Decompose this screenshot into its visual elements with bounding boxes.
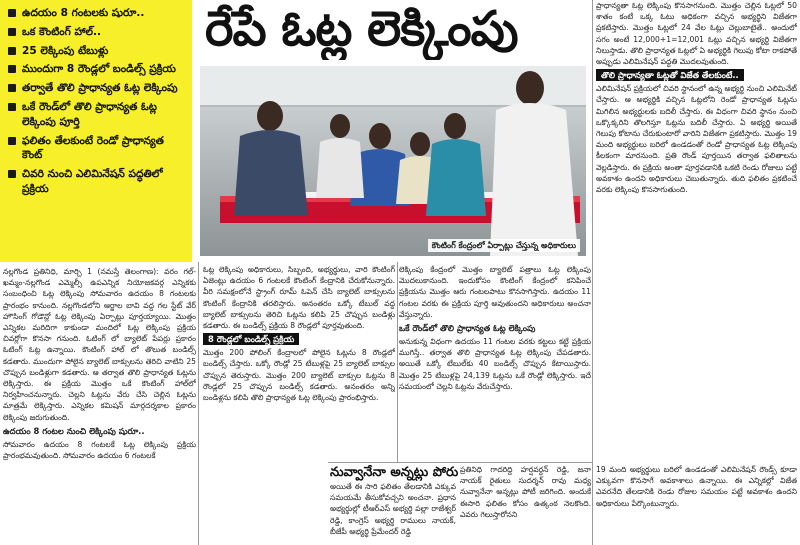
divider	[198, 262, 199, 545]
highlight-item: ఒకే రౌండ్‌లో తొలి ప్రాధాన్యత ఓట్ల లెక్కింపు పూర్తి	[8, 100, 186, 130]
story2-column-2: ప్రతినిధి గాదరిద్ది హర్షవర్ధన్ రెడ్డి, జనా నాయక్ రైతులు సుదర్శన్ రావు మధ్య నువ్వానేనా అన్నట్లు పోటీ జరిగింది. అందుకే ఈసారి ఫలితం కోసం ఉత్కంఠ నెలకొంది. ఎవరు గెలుస్తారోనని	[460, 465, 591, 519]
counting-hall-photo	[200, 66, 586, 256]
article-column-left	[3, 266, 196, 542]
highlight-item: ఫలితం తేలకుంటే రెండో ప్రాధాన్యత కౌంట్	[8, 134, 186, 164]
highlight-item: ముందుగా 8 రౌండ్లలో బండిల్స్ ప్రక్రియ	[8, 62, 186, 77]
story2-column-3: 19 మంది అభ్యర్థులు బరిలో ఉండడంతో ఎలిమినేషన్ రౌండ్స్ కూడా ఎక్కువగా కొనసాగే అవకాశాలు ఉన్నాయి. ఈ ఎన్నికల్లో విజేత ఎవరనేది తేలడానికి రెండు రోజుల సమయం పట్టే అవకాశం ఉందని అధికారులు పేర్కొంటున్నారు.	[596, 465, 797, 508]
bullet-icon	[8, 170, 16, 178]
highlight-item: 25 లెక్కింపు టేబుళ్లు	[8, 44, 186, 59]
subheading: తొలి ప్రాధాన్యతా ఓట్లతో విజేత తేలకుంటే..	[596, 69, 744, 81]
paragraph: మొత్తం 200 పోలింగ్ కేంద్రాలలో పోలైన ఓట్లను 8 రౌండ్లలో బండిల్స్ చేస్తారు. ఒక్కో రౌండ్లో 25 టేబుళ్లపై 25 బ్యాలెట్ బాక్సుల చొప్పున తెరుస్తారు. మొత్తం 200 బ్యాలెట్ బాక్సుల ఓట్లను 8 రౌండ్లలో 25 చొప్పున బండిల్స్ కడతారు. అనంతరం అన్ని బండిళ్లను కలిపి తొలి ప్రాధాన్యత ఓట్ల లెక్కింపు ప్రారంభిస్తారు.	[203, 348, 395, 403]
subheading: ఉదయం 8 గంటల నుంచి లెక్కింపు షురూ..	[3, 425, 145, 436]
paragraph: ఎలిమినేషన్ ప్రక్రియలో చివరి స్థానంలో ఉన్న అభ్యర్థి నుంచి ఎలిమినేట్ చేస్తారు. ఆ అభ్యర్థికి వచ్చిన ఓట్లలోని రెండో ప్రాధాన్యత ఓట్లను మిగిలిన అభ్యర్థులకు బదిలీ చేస్తారు. ఈ విధంగా చివరి స్థానం నుంచి ఒక్కొక్కరిని తొలగిస్తూ ఓట్లను బదిలీ చేస్తారు. ఏ అభ్యర్థి అయితే గెలుపు కోటాను చేరుకుంటారో వారిని విజేతగా ప్రకటిస్తారు. మొత్తం 19 మంది అభ్యర్థులు బరిలో ఉండడంతో రెండో ప్రాధాన్యత ఓట్ల లెక్కింపు కీలకంగా మారనుంది. ప్రతి రౌండ్ పూర్తయిన తర్వాత ఫలితాలను వెల్లడిస్తారు. ఈ ప్రక్రియ అంతా పూర్తవడానికి ఒకటి రెండు రోజులు పట్టే అవకాశం ఉందని అధికారులు చెబుతున్నారు. తుది ఫలితం ప్రకటించే వరకు లెక్కింపు కొనసాగుతుంది.	[596, 84, 797, 195]
highlight-item: ఒక కౌంటింగ్ హాల్..	[8, 25, 186, 40]
highlight-item: తర్వాతే తొలి ప్రాధాన్యత ఓట్ల లెక్కింపు	[8, 81, 186, 96]
bullet-icon	[8, 103, 16, 111]
paragraph: అనుకున్న విధంగా ఉదయం 11 గంటల వరకు కట్టలు కట్టే ప్రక్రియ ముగిస్తే.. తర్వాత తొలి ప్రాధాన్యత ఓట్ల లెక్కింపు చేపడతారు. అయితే ఒక్కో టేబుల్‌కు 40 బండిల్స్ చొప్పున కేటాయిస్తారు. మొత్తం 25 టేబుళ్లపై 24,139 ఓట్లను ఒకే రౌండ్లో లెక్కిస్తారు. ఇదే సమయంలో చెల్లని ఓట్లను వేరుచేస్తారు.	[399, 337, 591, 391]
story2-column-1: అయితే ఈ సారి ఫలితం తేలడానికి ఎక్కువ సమయమే తీసుకోవచ్చని అంచనా. ప్రధాన అభ్యర్థుల్లో టీఆర్ఎస్ అభ్యర్థి పల్లా రాజేశ్వర్ రెడ్డి, కాంగ్రెస్ అభ్యర్థి రాములు నాయక్, బీజేపీ అభ్యర్థి ప్రేమేందర్ రెడ్డి	[330, 482, 456, 536]
photo-caption: కౌంటింగ్ కేంద్రంలో ఏర్పాట్లు చేస్తున్న అధికారులు	[428, 239, 580, 252]
highlights-list	[0, 0, 192, 197]
bullet-icon	[8, 47, 16, 55]
paragraph: సోమవారం ఉదయం 8 గంటలకే ఓట్ల లెక్కింపు ప్రక్రియ ప్రారంభమవుతుంది. సోమవారం ఉదయం 6 గంటలకే	[3, 439, 196, 461]
bullet-icon	[8, 65, 16, 73]
bullet-icon	[8, 84, 16, 92]
highlight-item: ఉదయం 8 గంటలకు షురూ..	[8, 6, 186, 21]
bullet-icon	[8, 28, 16, 36]
divider	[592, 0, 593, 545]
divider	[397, 262, 398, 462]
subheading: 8 రౌండ్లలో బండిల్స్ ప్రక్రియ	[203, 333, 299, 345]
paragraph: ఓట్ల లెక్కింపు అధికారులు, సిబ్బంది, అభ్యర్థులు, వారి కౌంటింగ్ ఏజెంట్లు ఉదయం 6 గంటలకే కౌంటింగ్ కేంద్రానికి చేరుకోనున్నారు. వీరి సమక్షంలోనే స్ట్రాంగ్ రూమ్ ఓపెన్ చేసి బ్యాలెట్ బాక్సులను కౌంటింగ్ కేంద్రానికి తరలిస్తారు. అనంతరం ఒక్కో టేబుల్ వద్ద బ్యాలెట్ బాక్సులను తెరిచి ఓట్లను కలిపి 25 చొప్పున బండిళ్లు కడతారు. ఈ బండిల్స్ ప్రక్రియ 8 రౌండ్లలో పూర్తవుతుంది.	[203, 265, 395, 331]
article-column-middle-2	[399, 264, 591, 462]
bullet-icon	[8, 137, 16, 145]
article-column-right	[596, 0, 797, 462]
story2-headline: నువ్వానేనా అన్నట్లు పోరు	[330, 465, 459, 480]
divider	[328, 462, 592, 463]
bullet-icon	[8, 9, 16, 17]
paragraph: ప్రాధాన్యతా ఓట్ల లెక్కింపు కొనసాగనుంది. మొత్తం చెల్లిన ఓట్లలో 50 శాతం కంటే ఒక్క ఓటు అధికంగా వచ్చిన అభ్యర్థిని విజేతగా ప్రకటిస్తారు. మొత్తం ఓట్లలో 24 వేల ఓట్లు చెల్లుబాటైతే.. అందులో సగం అంటే 12,000+1=12,001 ఓట్లు వచ్చిన అభ్యర్థి విజేతగా నిలుస్తాడు. తొలి ప్రాధాన్యత ఓట్లలో ఏ అభ్యర్థికి గెలుపు కోటా రాకపోతే అప్పుడు ఎలిమినేషన్ పద్ధతి మొదలవుతుంది.	[596, 1, 797, 67]
highlight-item: చివరి నుంచి ఎలిమినేషన్ పద్ధతిలో ప్రక్రియ	[8, 167, 186, 197]
paragraph: లెక్కింపు కేంద్రంలో మొత్తం బ్యాలెట్ పత్రాలు ఓట్ల లెక్కింపు మొదలుకానుంది. ఇందుకోసం కౌంటింగ్ కేంద్రంలో కనిపించే ప్రక్రియను మొత్తం ఆరు గంటలపాటు కొనసాగిస్తారు. ఉదయం 11 గంటల వరకు ఈ ప్రక్రియ పూర్తి అవుతుందని అధికారులు అంచనా వేస్తున్నారు.	[399, 265, 591, 319]
news-photo	[200, 66, 586, 256]
subheading: ఒకే రౌండ్‌లో తొలి ప్రాధాన్యత ఓట్ల లెక్కింపు	[399, 323, 536, 334]
paragraph: నల్లగొండ ప్రతినిధి, మార్చి 1 (నమస్తే తెలంగాణ): వరం గల్-ఖమ్మం-నల్లగొండ ఎమ్మెల్సీ ఉపఎన్నిక నియోజకవర్గ ఎన్నికకు సంబంధించి ఓట్ల లెక్కింపు సోమవారం ఉదయం 8 గంటలకు ప్రారంభం కానుంది. నల్లగొండలోని ఆర్జాల బావి వద్ద గల స్టేట్ వేర్ హౌసింగ్ గోడౌన్లో ఓట్ల లెక్కింపు ఏర్పాట్లు పూర్తయ్యాయి. మొత్తం ఎన్నికల మరిదిగా కాకుండా మందిలో ఓట్ల లెక్కింపు ప్రక్రియ చివర్లోగా కొనసా గనుంది. ఓటింగ్ లో బ్యాలెట్ పేపర్లు ప్రకారం ఓటింగ్ ఓట్ల ఉన్నాయి. కౌంటింగ్ హాల్ లో తొలుత బండిల్స్ కడతారు. ముందుగా పోలైన బ్యాలెట్ బాక్సులను తెరిచి వాటిని 25 చొప్పున బండిళ్లుగా కడతారు. ఆ తర్వాత తొలి ప్రాధాన్యత ఓట్లను లెక్కిస్తారు. ఈ ప్రక్రియ మొత్తం ఒకే కౌంటింగ్ హాల్‌లో నిర్వహించనున్నారు. చెల్లని ఓట్లను వేరు చేసి చెల్లిన ఓట్లను మాత్రమే లెక్కిస్తారు. ఎన్నికల కమిషన్ మార్గదర్శకాల ప్రకారం లెక్కింపు జరుగుతుంది.	[3, 267, 196, 422]
highlights-panel	[0, 0, 192, 262]
headline: రేపే ఓట్ల లెక్కింపు	[205, 1, 518, 57]
